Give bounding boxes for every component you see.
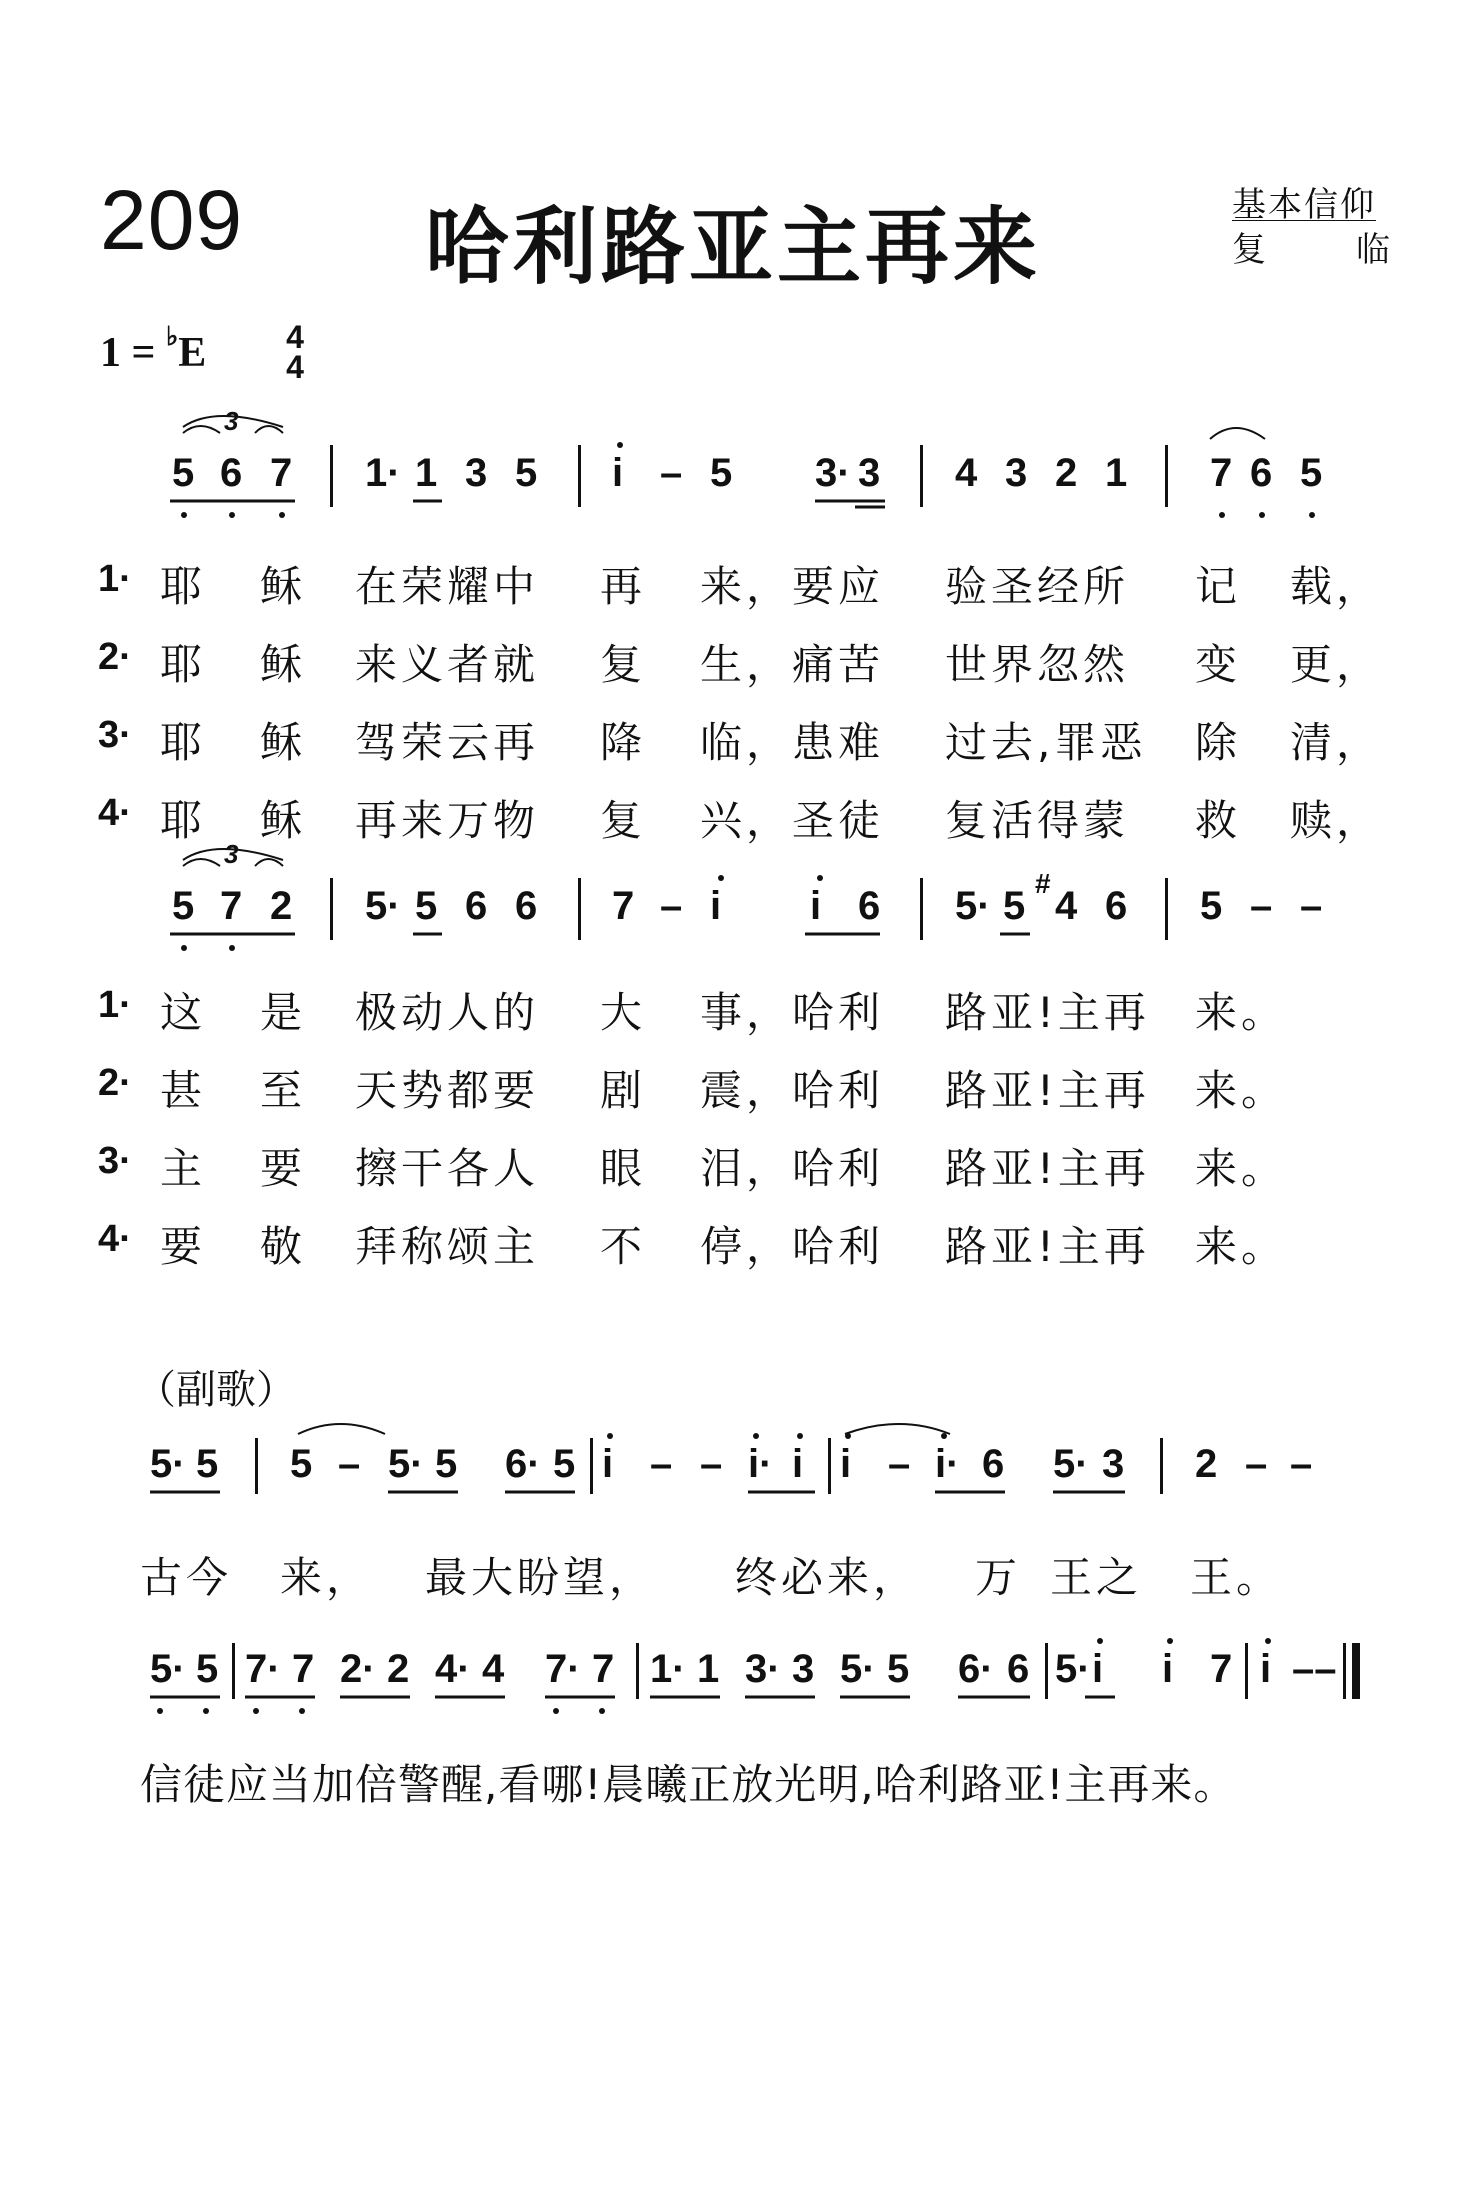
- key-prefix: 1 =: [100, 330, 156, 376]
- note: i·: [748, 1442, 773, 1486]
- hymn-title: 哈利路亚主再来: [425, 198, 1042, 296]
- notation-line-1: [0, 405, 1477, 525]
- lyric: 耶: [160, 796, 207, 845]
- note: i: [710, 884, 722, 928]
- barline: [1045, 1643, 1048, 1699]
- barline: [578, 445, 581, 507]
- note: 5: [415, 884, 438, 928]
- lyric: 王。: [1190, 1553, 1283, 1602]
- lyric: 再来万物: [355, 796, 540, 845]
- barline: [636, 1643, 639, 1699]
- lyric: 降: [600, 718, 647, 767]
- note: –: [700, 1442, 723, 1486]
- barline: [1245, 1643, 1248, 1699]
- lyric: 王之: [1050, 1553, 1143, 1602]
- lyric: 剧: [600, 1066, 647, 1115]
- note: 1: [1105, 451, 1128, 495]
- barline: [828, 1438, 831, 1494]
- verse-number: 4·: [98, 1218, 132, 1260]
- note: 5: [196, 1442, 219, 1486]
- refrain-lyric-row-2: [0, 1752, 1477, 1808]
- lyric: 兴，圣徒: [700, 796, 885, 845]
- note: 5: [1200, 884, 1223, 928]
- refrain-notation-line-1: [0, 1420, 1477, 1530]
- lyric: 路亚!主再: [945, 1222, 1150, 1271]
- note: 2: [1195, 1442, 1218, 1486]
- note: 3: [1005, 451, 1028, 495]
- note: –: [338, 1442, 361, 1486]
- verse-number: 4·: [98, 792, 132, 834]
- lyric: 大: [600, 988, 647, 1037]
- note: 6: [1105, 884, 1128, 928]
- note: –: [660, 451, 683, 495]
- final-barline-thin: [1343, 1643, 1346, 1699]
- lyric: 最大盼望，: [425, 1553, 656, 1602]
- note: 3: [792, 1647, 815, 1691]
- note: 2: [1055, 451, 1078, 495]
- note: –: [1300, 884, 1323, 928]
- note: 5·: [955, 884, 991, 928]
- barline: [255, 1438, 258, 1494]
- note: 3·: [745, 1647, 781, 1691]
- verse-row-3: [0, 710, 1477, 766]
- lyric: 路亚!主再: [945, 988, 1150, 1037]
- note: 5·: [840, 1647, 876, 1691]
- note: 4: [955, 451, 978, 495]
- verse-number: 1·: [98, 984, 132, 1026]
- note: 7: [270, 451, 293, 495]
- note: 6: [465, 884, 488, 928]
- time-signature: [283, 319, 307, 385]
- barline: [1165, 878, 1168, 940]
- note: 2: [387, 1647, 410, 1691]
- subcategory-label: [1232, 228, 1390, 272]
- sharp-icon: #: [1035, 868, 1051, 899]
- lyric: 不: [600, 1222, 647, 1271]
- lyric: 要: [160, 1222, 207, 1271]
- lyric: 来。: [1195, 988, 1288, 1037]
- lyric: 复: [600, 796, 647, 845]
- lyric: 临，患难: [700, 718, 885, 767]
- lyric: 更，: [1290, 640, 1383, 689]
- note: i: [810, 884, 822, 928]
- barline: [920, 878, 923, 940]
- lyric: 除: [1195, 718, 1242, 767]
- verse-number: 3·: [98, 714, 132, 756]
- note: 5: [1300, 451, 1323, 495]
- note: 7: [592, 1647, 615, 1691]
- note: 5: [196, 1647, 219, 1691]
- verse-row-1: [0, 554, 1477, 610]
- lyric: 来。: [1195, 1144, 1288, 1193]
- note: –: [888, 1442, 911, 1486]
- lyric: 稣: [260, 562, 307, 611]
- note: i: [1092, 1647, 1104, 1691]
- note: 5·: [365, 884, 401, 928]
- key-note: E: [178, 330, 207, 376]
- note: i: [792, 1442, 804, 1486]
- note: ––: [1292, 1647, 1337, 1691]
- note: 4: [482, 1647, 505, 1691]
- barline: [1160, 1438, 1163, 1494]
- key-signature: [100, 322, 207, 377]
- lyric: 再: [600, 562, 647, 611]
- lyric: 耶: [160, 640, 207, 689]
- note: 5: [1003, 884, 1026, 928]
- verse-row-6: [0, 1058, 1477, 1114]
- note: 2: [270, 884, 293, 928]
- lyric: 停，哈利: [700, 1222, 885, 1271]
- lyric: 路亚!主再: [945, 1144, 1150, 1193]
- barline: [578, 878, 581, 940]
- note: 5: [553, 1442, 576, 1486]
- note: –: [650, 1442, 673, 1486]
- lyric: 稣: [260, 640, 307, 689]
- subcategory-part-a: 复: [1232, 230, 1266, 270]
- lyric: 清，: [1290, 718, 1383, 767]
- verse-row-2: [0, 632, 1477, 688]
- verse-number: 1·: [98, 558, 132, 600]
- lyric: 稣: [260, 796, 307, 845]
- refrain-marks-2: [0, 1625, 1477, 1735]
- note: 6·: [958, 1647, 994, 1691]
- note: 3·: [815, 451, 851, 495]
- verse-number: 3·: [98, 1140, 132, 1182]
- lyric: 耶: [160, 718, 207, 767]
- note: 3: [858, 451, 881, 495]
- lyric: 要: [260, 1144, 307, 1193]
- lyric: 过去,罪恶: [945, 718, 1147, 767]
- lyric: 变: [1195, 640, 1242, 689]
- note: 6: [515, 884, 538, 928]
- note: 5: [710, 451, 733, 495]
- category-label: 基本信仰: [1232, 185, 1376, 225]
- note: 5: [435, 1442, 458, 1486]
- flat-icon: ♭: [165, 322, 179, 351]
- note: 5·: [388, 1442, 424, 1486]
- lyric: 敬: [260, 1222, 307, 1271]
- note: 5: [515, 451, 538, 495]
- lyric: 来，: [280, 1553, 373, 1602]
- note: 7·: [545, 1647, 581, 1691]
- note: 6: [1007, 1647, 1030, 1691]
- lyric: 至: [260, 1066, 307, 1115]
- note: 6: [982, 1442, 1005, 1486]
- lyric: 信徒应当加倍警醒,看哪!晨曦正放光明,哈利路亚!主再来。: [140, 1760, 1237, 1809]
- note: 5·: [150, 1647, 186, 1691]
- note: –: [1250, 884, 1273, 928]
- verse-row-5: [0, 980, 1477, 1036]
- verse-row-4: [0, 788, 1477, 844]
- note: 5·: [150, 1442, 186, 1486]
- note: i: [612, 451, 624, 495]
- note: 4: [1055, 884, 1078, 928]
- final-barline-thick: [1352, 1643, 1360, 1699]
- note: 3: [1102, 1442, 1125, 1486]
- lyric: 赎，: [1290, 796, 1383, 845]
- note: 4·: [435, 1647, 471, 1691]
- lyric: 来。: [1195, 1222, 1288, 1271]
- lyric: 终必来，: [735, 1553, 920, 1602]
- lyric: 救: [1195, 796, 1242, 845]
- lyric: 天势都要: [355, 1066, 540, 1115]
- note: 1·: [650, 1647, 686, 1691]
- note: –: [1290, 1442, 1313, 1486]
- lyric: 震，哈利: [700, 1066, 885, 1115]
- note: –: [660, 884, 683, 928]
- note: 7: [1210, 451, 1233, 495]
- note: 7: [1210, 1647, 1233, 1691]
- note: 1: [697, 1647, 720, 1691]
- note: 5: [887, 1647, 910, 1691]
- note: i: [840, 1442, 852, 1486]
- note: 6·: [505, 1442, 541, 1486]
- lyric: 主: [160, 1144, 207, 1193]
- refrain-label: （副歌）: [136, 1367, 296, 1413]
- notation-line-2: [0, 838, 1477, 958]
- lyric: 是: [260, 988, 307, 1037]
- verse-row-8: [0, 1214, 1477, 1270]
- note: 1: [415, 451, 438, 495]
- note: 7: [292, 1647, 315, 1691]
- barline: [590, 1438, 593, 1494]
- lyric: 生，痛苦: [700, 640, 885, 689]
- barline: [1165, 445, 1168, 507]
- tuplet-number: 3: [224, 839, 239, 869]
- note: 6: [1250, 451, 1273, 495]
- lyric: 稣: [260, 718, 307, 767]
- verse-number: 2·: [98, 1062, 132, 1104]
- note: 7·: [245, 1647, 281, 1691]
- verse-number: 2·: [98, 636, 132, 678]
- lyric: 在荣耀中: [355, 562, 540, 611]
- lyric: 耶: [160, 562, 207, 611]
- lyric: 甚: [160, 1066, 207, 1115]
- lyric: 世界忽然: [945, 640, 1130, 689]
- barline: [920, 445, 923, 507]
- lyric: 拜称颂主: [355, 1222, 540, 1271]
- note: –: [1245, 1442, 1268, 1486]
- note: 3: [465, 451, 488, 495]
- barline: [232, 1643, 235, 1699]
- lyric: 古今: [140, 1553, 233, 1602]
- lyric: 来。: [1195, 1066, 1288, 1115]
- lyric: 极动人的: [355, 988, 540, 1037]
- note: i: [602, 1442, 614, 1486]
- lyric: 验圣经所: [945, 562, 1130, 611]
- lyric: 记: [1195, 562, 1242, 611]
- verse-row-7: [0, 1136, 1477, 1192]
- lyric: 来，要应: [700, 562, 885, 611]
- lyric: 驾荣云再: [355, 718, 540, 767]
- lyric: 这: [160, 988, 207, 1037]
- lyric: 事，哈利: [700, 988, 885, 1037]
- lyric: 万: [975, 1553, 1022, 1602]
- note: 5: [172, 451, 195, 495]
- time-bottom: 4: [286, 349, 304, 385]
- note: i·: [935, 1442, 960, 1486]
- note: 6: [858, 884, 881, 928]
- lyric: 载，: [1290, 562, 1383, 611]
- refrain-lyric-row-1: [0, 1545, 1477, 1601]
- lyric: 泪，哈利: [700, 1144, 885, 1193]
- lyric: 来义者就: [355, 640, 540, 689]
- lyric: 复: [600, 640, 647, 689]
- note: 7: [612, 884, 635, 928]
- note: 6: [220, 451, 243, 495]
- lyric: 擦干各人: [355, 1144, 540, 1193]
- time-top: 4: [286, 319, 304, 355]
- tuplet-number: 3: [224, 406, 239, 436]
- subcategory-part-b: 临: [1356, 230, 1390, 270]
- note: 2·: [340, 1647, 376, 1691]
- note: i: [1260, 1647, 1272, 1691]
- note: i: [1162, 1647, 1174, 1691]
- note: 5·: [1055, 1647, 1091, 1691]
- barline: [330, 445, 333, 507]
- lyric: 复活得蒙: [945, 796, 1130, 845]
- barline: [330, 878, 333, 940]
- refrain-notation-line-2: [0, 1625, 1477, 1735]
- note: 7: [220, 884, 243, 928]
- hymn-number: 209: [100, 173, 244, 267]
- lyric: 路亚!主再: [945, 1066, 1150, 1115]
- note: 5·: [1053, 1442, 1089, 1486]
- note: 5: [172, 884, 195, 928]
- lyric: 眼: [600, 1144, 647, 1193]
- note: 1·: [365, 451, 401, 495]
- note: 5: [290, 1442, 313, 1486]
